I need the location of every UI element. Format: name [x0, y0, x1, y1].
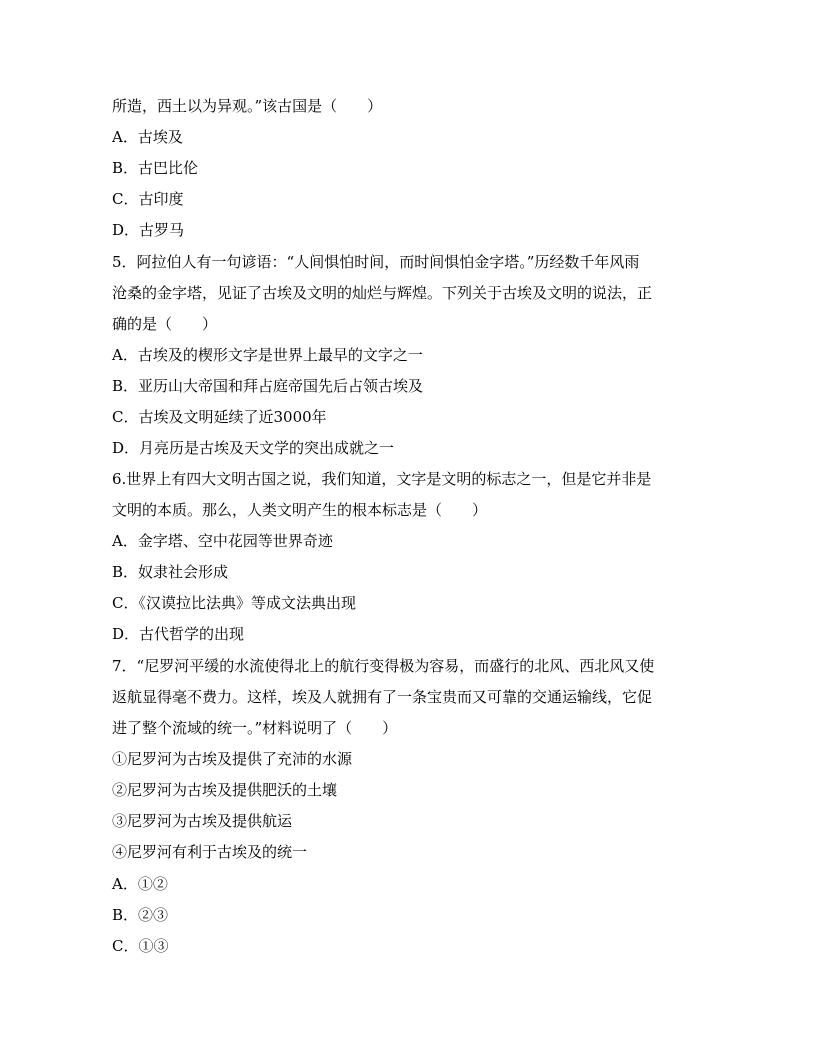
q5-option-b: B．亚历山大帝国和拜占庭帝国先后占领古埃及 — [112, 377, 424, 395]
question-5-stem-line-1: 5．阿拉伯人有一句谚语：“人间惧怕时间，而时间惧怕金字塔。”历经数千年风雨 — [112, 253, 640, 271]
q7-statement-3: ③尼罗河为古埃及提供航运 — [112, 812, 293, 830]
q7-statement-4: ④尼罗河有利于古埃及的统一 — [112, 843, 308, 861]
q5-option-a: A．古埃及的楔形文字是世界上最早的文字之一 — [112, 346, 423, 364]
q4-option-b: B．古巴比伦 — [112, 159, 199, 177]
q6-option-d: D．古代哲学的出现 — [112, 625, 245, 643]
q5-option-c: C．古埃及文明延续了近3000年 — [112, 408, 327, 426]
question-5-stem-line-2: 沧桑的金字塔，见证了古埃及文明的灿烂与辉煌。下列关于古埃及文明的说法，正 — [112, 284, 653, 302]
q7-option-c: C．①③ — [112, 937, 169, 955]
question-7-stem-line-2: 返航显得毫不费力。这样，埃及人就拥有了一条宝贵而又可靠的交通运输线，它促 — [112, 688, 653, 706]
q7-option-a: A．①② — [112, 875, 168, 893]
q7-statement-2: ②尼罗河为古埃及提供肥沃的土壤 — [112, 781, 338, 799]
question-5-stem-line-3: 确的是（ ） — [112, 315, 218, 333]
question-6-stem-line-2: 文明的本质。那么，人类文明产生的根本标志是（ ） — [112, 501, 488, 519]
q7-statement-1: ①尼罗河为古埃及提供了充沛的水源 — [112, 750, 353, 768]
q6-option-c: C．《汉谟拉比法典》等成文法典出现 — [112, 594, 356, 612]
q7-option-b: B．②③ — [112, 906, 169, 924]
q4-option-d: D．古罗马 — [112, 221, 185, 239]
q4-option-c: C．古印度 — [112, 190, 184, 208]
q4-option-a: A．古埃及 — [112, 128, 183, 146]
question-7-stem-line-1: 7．“尼罗河平缓的水流使得北上的航行变得极为容易，而盛行的北风、西北风又使 — [112, 657, 655, 675]
question-7-stem-line-3: 进了整个流域的统一。”材料说明了（ ） — [112, 719, 398, 737]
q6-option-b: B．奴隶社会形成 — [112, 563, 229, 581]
question-4-stem-end: 所造，西土以为异观。”该古国是（ ） — [112, 97, 383, 115]
question-6-stem-line-1: 6.世界上有四大文明古国之说，我们知道，文字是文明的标志之一，但是它并非是 — [112, 470, 652, 488]
q5-option-d: D．月亮历是古埃及天文学的突出成就之一 — [112, 439, 395, 457]
q6-option-a: A．金字塔、空中花园等世界奇迹 — [112, 532, 333, 550]
